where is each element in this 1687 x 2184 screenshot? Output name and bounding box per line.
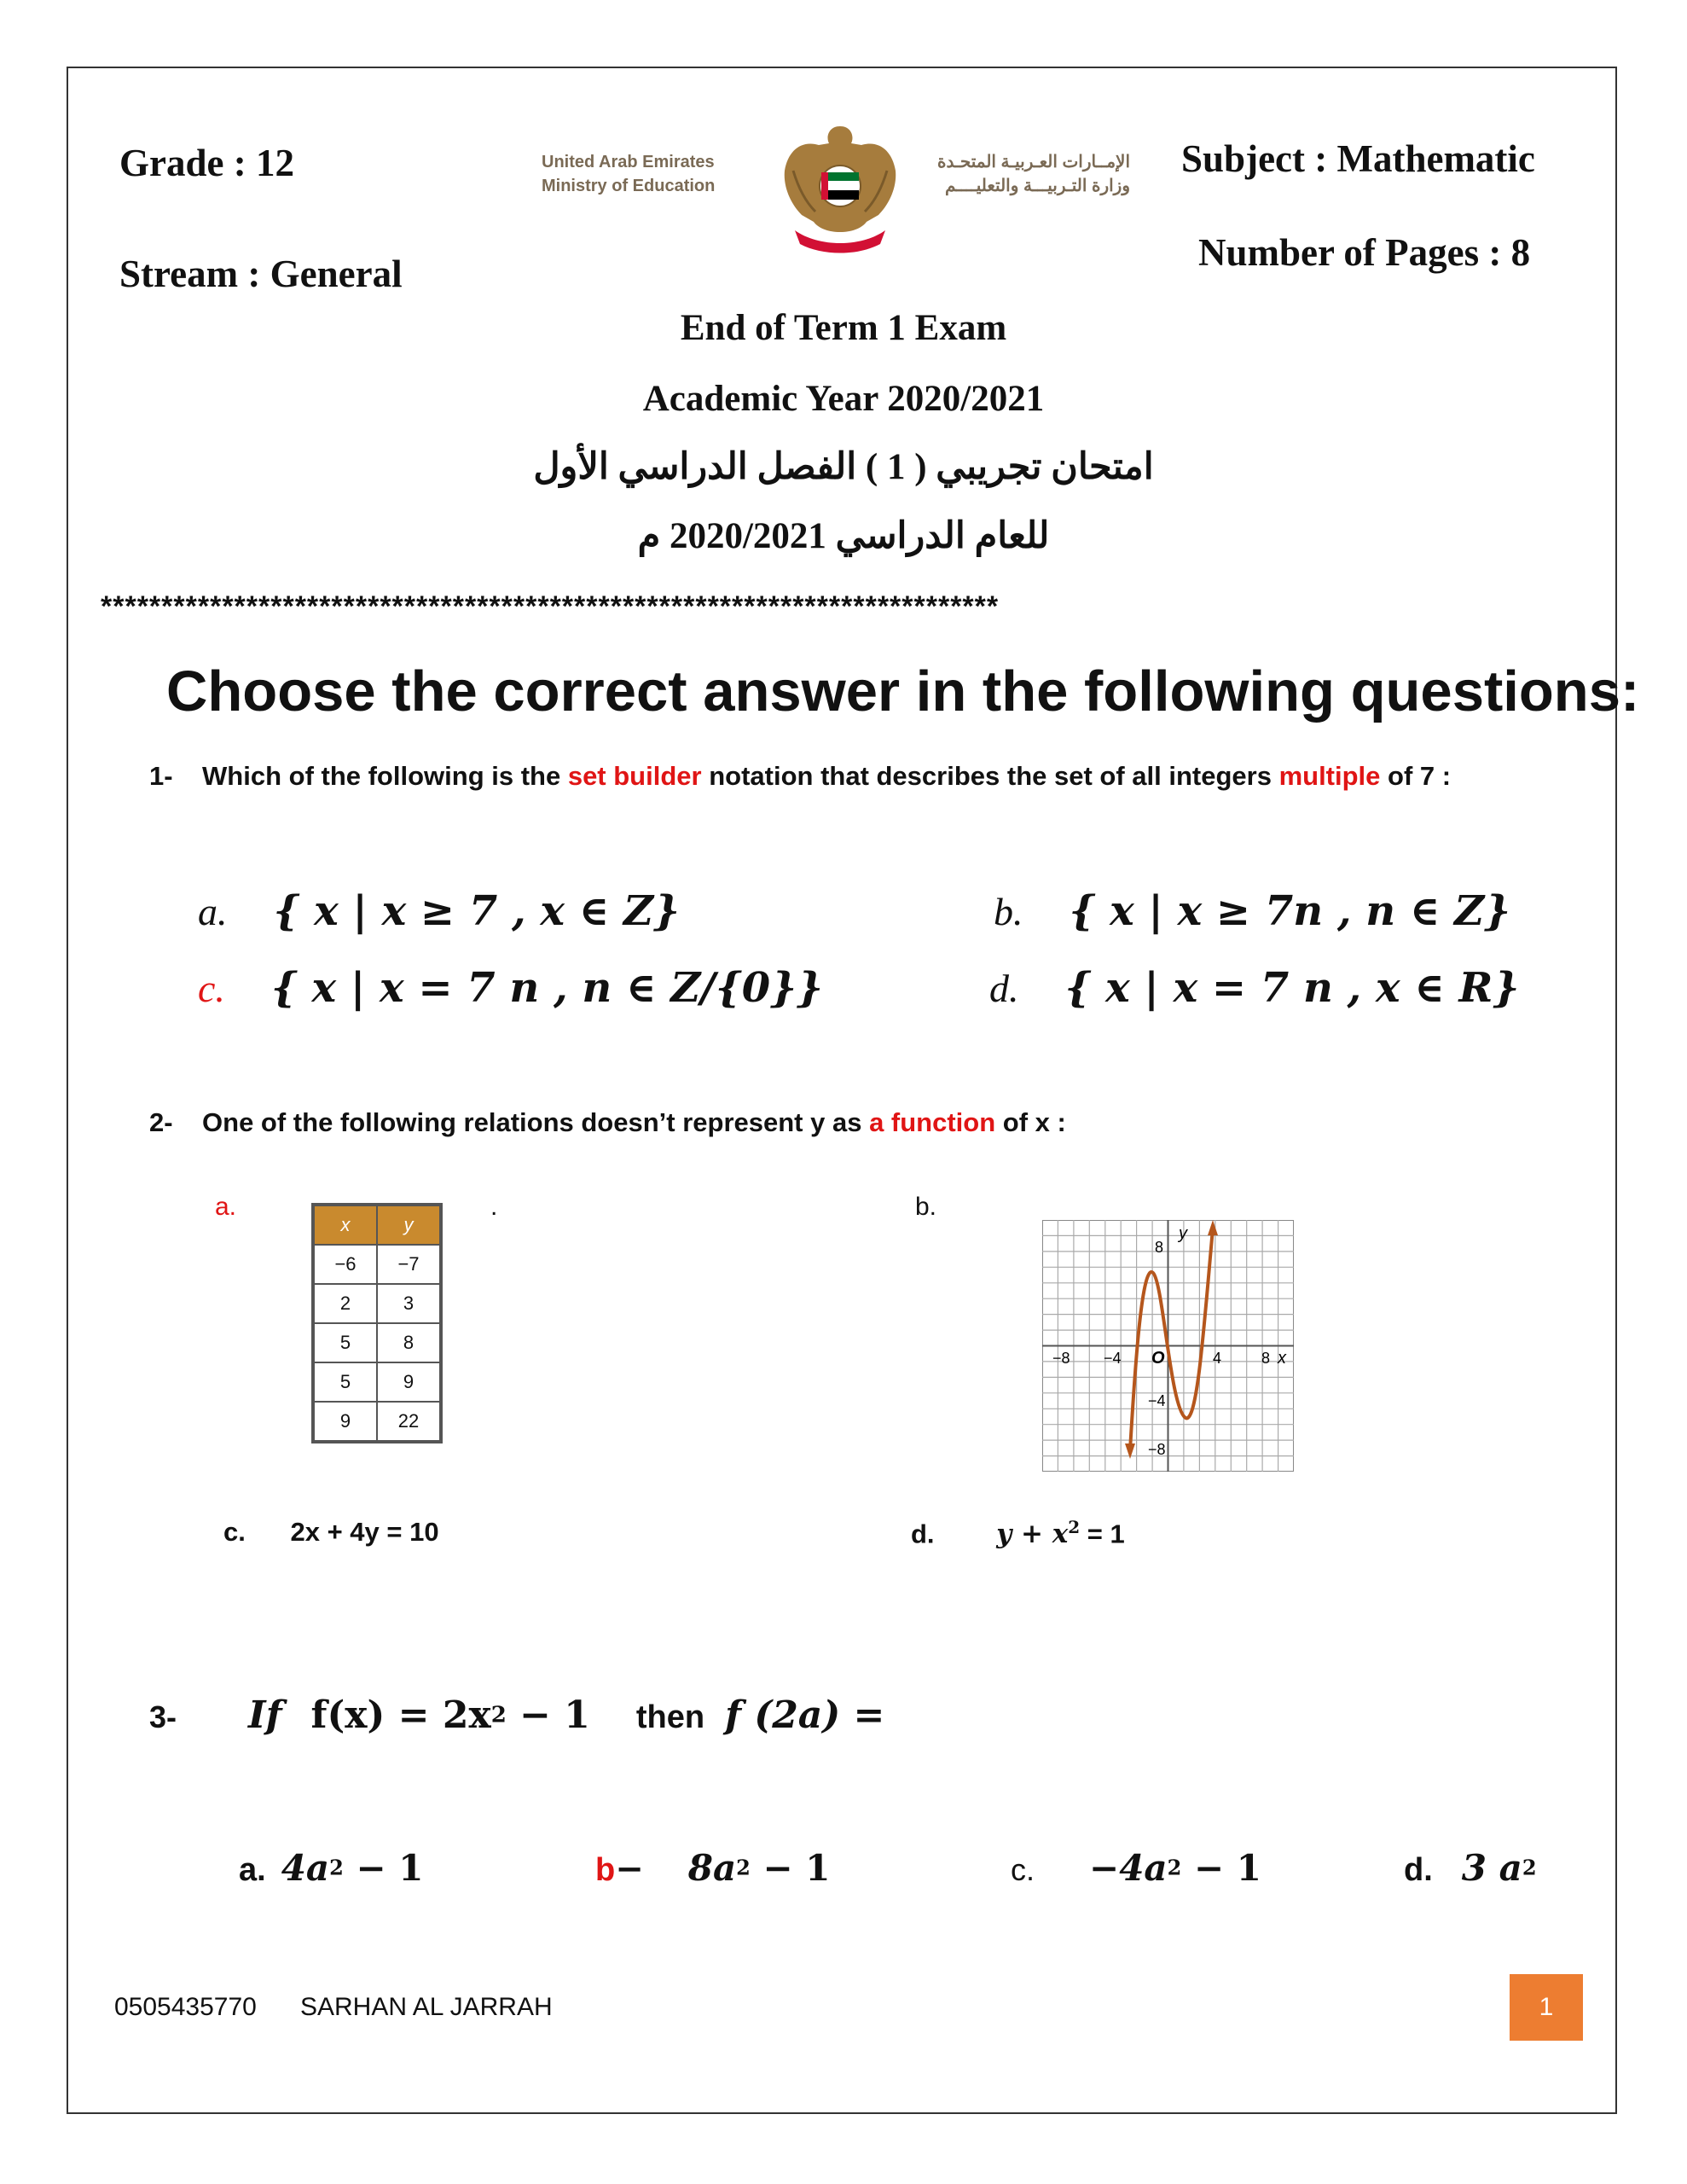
footer-phone: 0505435770 <box>114 1993 257 2021</box>
option-exponent: 2 <box>736 1855 751 1880</box>
option-expression: −4a <box>1089 1847 1168 1889</box>
q2-option-c[interactable] <box>223 1517 439 1548</box>
graph-tick-y-minus-4: −4 <box>1148 1392 1166 1409</box>
page-number-badge: 1 <box>1510 1974 1583 2041</box>
xy-table <box>311 1203 443 1443</box>
question-text: of x : <box>995 1107 1066 1137</box>
question-number: 3- <box>149 1699 177 1734</box>
q3-option-c[interactable] <box>1011 1847 1261 1889</box>
table-cell: 9 <box>313 1402 377 1442</box>
question-then: then <box>635 1699 705 1735</box>
option-expression: 8a <box>687 1847 737 1889</box>
q2-option-d[interactable] <box>911 1517 1125 1549</box>
uae-falcon-emblem-icon <box>776 119 904 256</box>
option-expression: 4a <box>281 1847 330 1889</box>
graph-axis-label-x: x <box>1278 1349 1286 1368</box>
question-1 <box>149 761 1451 792</box>
graph-tick-x-8: 8 <box>1261 1350 1271 1367</box>
table-header-x: x <box>313 1205 377 1245</box>
page-border <box>67 67 1617 2114</box>
question-text: of 7 : <box>1380 761 1452 791</box>
academic-year: Academic Year 2020/2021 <box>642 379 1045 419</box>
stream-label: Stream : General <box>119 253 403 295</box>
option-dash: − <box>615 1849 644 1889</box>
option-expression-rest: − 1 <box>750 1847 831 1889</box>
q1-option-d[interactable] <box>989 964 1519 1012</box>
question-exponent: 2 <box>490 1702 507 1728</box>
table-cell: −6 <box>313 1245 377 1284</box>
option-expression: 3 a <box>1461 1847 1522 1889</box>
question-2 <box>149 1107 1066 1138</box>
option-label: a. <box>198 890 228 933</box>
table-cell: 2 <box>313 1284 377 1323</box>
option-expression-rest: = 1 <box>1080 1519 1125 1549</box>
graph-origin-label: O <box>1151 1349 1165 1368</box>
graph-tick-x-4: 4 <box>1213 1350 1222 1367</box>
table-cell: 3 <box>377 1284 441 1323</box>
question-evaluate: f (2a) = <box>725 1693 885 1737</box>
footer-author: SARHAN AL JARRAH <box>300 1993 553 2021</box>
q2-option-a-label[interactable]: a. <box>215 1193 237 1221</box>
question-text: One of the following relations doesn’t represent y as <box>202 1107 870 1137</box>
option-label: d. <box>989 967 1019 1010</box>
q1-option-c[interactable] <box>198 964 823 1012</box>
question-function: f(x) = 2x <box>310 1693 491 1737</box>
highlight-function: a function <box>869 1107 996 1137</box>
table-row <box>313 1284 441 1323</box>
question-text: Which of the following is the <box>202 761 568 791</box>
table-cell: 8 <box>377 1323 441 1362</box>
uae-arabic-line1: الإمــارات العـربيـة المتحـدة <box>936 153 1130 171</box>
table-header-y: y <box>377 1205 441 1245</box>
q1-option-a[interactable] <box>198 887 680 935</box>
subject-label: Subject : Mathematic <box>1181 137 1535 180</box>
table-cell: −7 <box>377 1245 441 1284</box>
graph-tick-x-minus-8: −8 <box>1052 1350 1070 1367</box>
uae-english-line1: United Arab Emirates <box>542 153 715 171</box>
option-exponent: 2 <box>1068 1517 1081 1537</box>
table-row <box>313 1245 441 1284</box>
option-label: c. <box>198 967 225 1010</box>
option-expression: y + x <box>996 1519 1069 1550</box>
option-label: b. <box>994 890 1023 933</box>
stray-dot: . <box>490 1193 498 1221</box>
instructions-heading: Choose the correct answer in the following questions: <box>166 659 1640 723</box>
grade-label: Grade : 12 <box>119 142 294 184</box>
option-label: c. <box>1011 1852 1035 1887</box>
option-exponent: 2 <box>329 1855 344 1880</box>
uae-arabic-line2: وزارة التـربيـــة والتعليــــم <box>944 177 1130 195</box>
table-cell: 22 <box>377 1402 441 1442</box>
question-3 <box>149 1693 884 1737</box>
q1-option-b[interactable] <box>994 887 1510 935</box>
question-function-rest: − 1 <box>506 1693 590 1737</box>
separator-stars: ************************************************************************** <box>101 590 1000 623</box>
q3-option-d[interactable] <box>1404 1847 1537 1889</box>
table-row <box>313 1323 441 1362</box>
option-label: d. <box>911 1519 935 1549</box>
table-row <box>313 1402 441 1442</box>
option-label: b <box>595 1852 616 1888</box>
highlight-multiple: multiple <box>1278 761 1381 791</box>
exam-title-arabic: امتحان تجريبي ( 1 ) الفصل الدراسي الأول <box>533 447 1154 487</box>
option-expression: { x | x = 7 n , x ∈ R} <box>1064 964 1520 1012</box>
academic-year-arabic: للعام الدراسي 2020/2021 م <box>637 516 1050 556</box>
q2-option-b-label[interactable]: b. <box>915 1193 937 1221</box>
table-cell: 9 <box>377 1362 441 1402</box>
q3-option-a[interactable] <box>239 1847 424 1889</box>
option-expression: { x | x ≥ 7 , x ∈ Z} <box>273 887 680 935</box>
option-label: a. <box>239 1852 266 1888</box>
highlight-set-builder: set builder <box>567 761 702 791</box>
option-label: c. <box>223 1517 246 1547</box>
option-expression-rest: − 1 <box>1181 1847 1262 1889</box>
option-expression: { x | x = 7 n , n ∈ Z/{0}} <box>270 964 823 1012</box>
question-number: 1- <box>149 761 173 791</box>
question-if: If <box>248 1693 282 1737</box>
option-expression-rest: − 1 <box>343 1847 424 1889</box>
table-cell: 5 <box>313 1323 377 1362</box>
pages-label: Number of Pages : 8 <box>1198 231 1531 274</box>
question-text: notation that describes the set of all integers <box>701 761 1279 791</box>
graph-tick-y-8: 8 <box>1155 1239 1164 1256</box>
graph-tick-x-minus-4: −4 <box>1104 1350 1122 1367</box>
option-label: d. <box>1404 1852 1433 1888</box>
graph-axis-label-y: y <box>1179 1224 1187 1243</box>
exam-title: End of Term 1 Exam <box>680 308 1007 348</box>
q3-option-b[interactable] <box>595 1847 831 1889</box>
cubic-graph <box>1042 1220 1294 1472</box>
option-exponent: 2 <box>1522 1855 1537 1880</box>
table-cell: 5 <box>313 1362 377 1402</box>
graph-tick-y-minus-8: −8 <box>1148 1441 1166 1458</box>
option-expression: { x | x ≥ 7n , n ∈ Z} <box>1069 887 1511 935</box>
table-row <box>313 1362 441 1402</box>
option-exponent: 2 <box>1167 1855 1182 1880</box>
uae-english-line2: Ministry of Education <box>542 177 716 195</box>
question-number: 2- <box>149 1107 173 1137</box>
option-expression: 2x + 4y = 10 <box>290 1517 439 1547</box>
